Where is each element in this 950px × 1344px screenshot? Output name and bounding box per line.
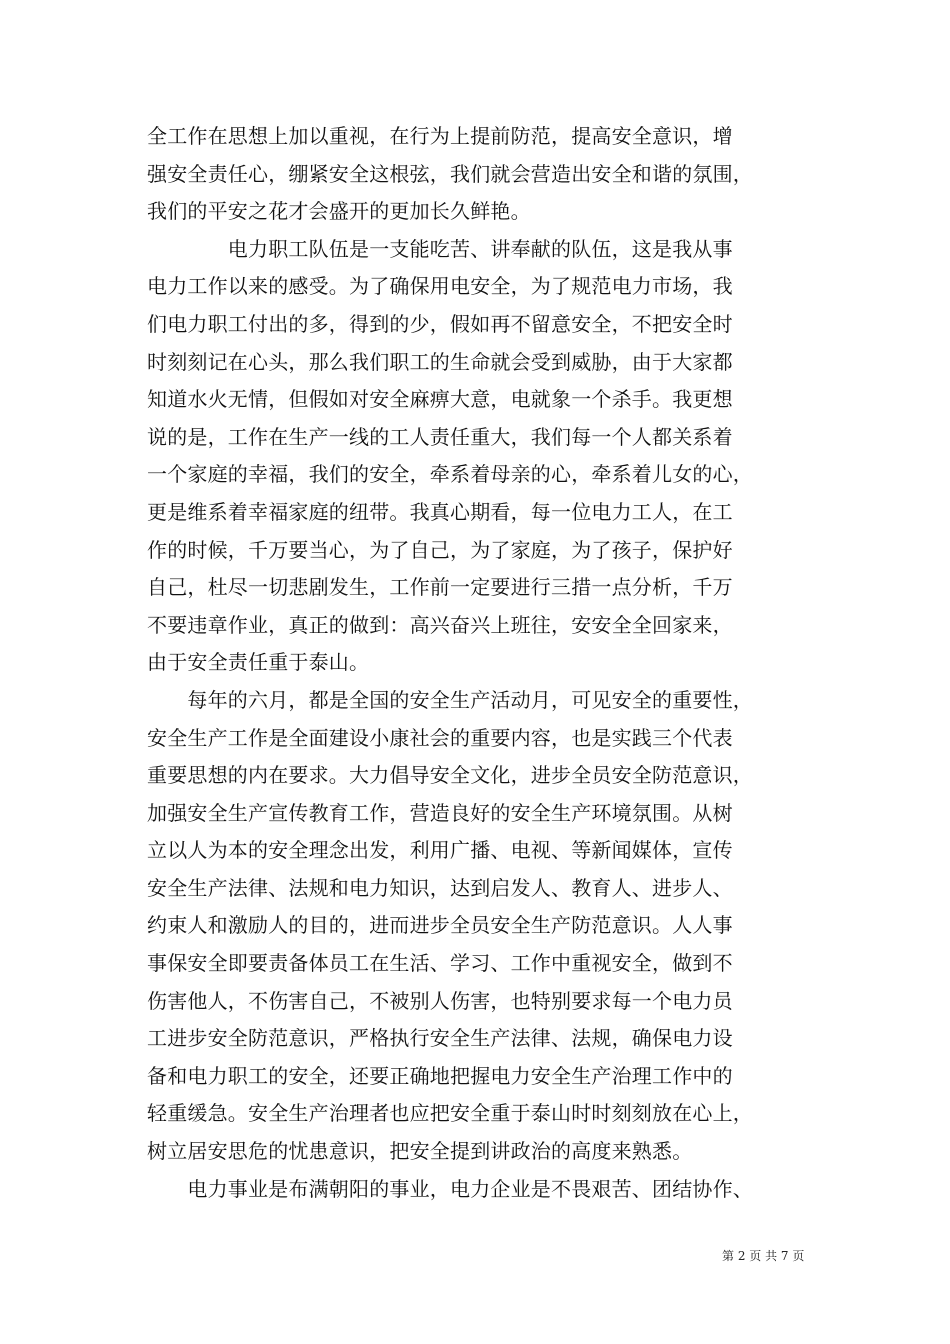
text-line: 备和电力职工的安全，还要正确地把握电力安全生产治理工作中的 bbox=[147, 1063, 733, 1088]
text-line: 伤害他人，不伤害自己，不被别人伤害，也特别要求每一个电力员 bbox=[147, 988, 733, 1013]
text-line: 全工作在思想上加以重视，在行为上提前防范，提高安全意识，增 bbox=[147, 124, 733, 148]
text-line: 由于安全责任重于泰山。 bbox=[147, 650, 370, 675]
text-line: 工进步安全防范意识，严格执行安全生产法律、法规，确保电力设 bbox=[147, 1026, 733, 1051]
text-line: 事保安全即要责备体员工在生活、学习、工作中重视安全，做到不 bbox=[147, 951, 733, 976]
text-line: 强安全责任心，绷紧安全这根弦，我们就会营造出安全和谐的氛围， bbox=[147, 161, 753, 186]
text-line: 更是维系着幸福家庭的纽带。我真心期看，每一位电力工人，在工 bbox=[147, 499, 733, 524]
text-line: 重要思想的内在要求。大力倡导安全文化，进步全员安全防范意识， bbox=[147, 763, 753, 788]
text-line: 轻重缓急。安全生产治理者也应把安全重于泰山时时刻刻放在心上， bbox=[147, 1101, 753, 1126]
text-line: 立以人为本的安全理念出发，利用广播、电视、等新闻媒体，宣传 bbox=[147, 838, 733, 863]
text-line: 一个家庭的幸福，我们的安全，牵系着母亲的心，牵系着儿女的心， bbox=[147, 462, 753, 487]
text-line: 电力职工队伍是一支能吃苦、讲奉献的队伍，这是我从事 bbox=[147, 236, 733, 261]
text-line: 我们的平安之花才会盛开的更加长久鲜艳。 bbox=[147, 199, 531, 224]
text-line: 们电力职工付出的多，得到的少，假如再不留意安全，不把安全时 bbox=[147, 311, 733, 336]
text-line: 安全生产法律、法规和电力知识，达到启发人、教育人、进步人、 bbox=[147, 875, 733, 900]
page-number-footer: 第 2 页 共 7 页 bbox=[722, 1249, 805, 1263]
text-line: 约束人和激励人的目的，进而进步全员安全生产防范意识。人人事 bbox=[147, 913, 733, 938]
text-line: 不要违章作业，真正的做到：高兴奋兴上班往，安安全全回家来， bbox=[147, 612, 733, 637]
text-line: 电力工作以来的感受。为了确保用电安全，为了规范电力市场，我 bbox=[147, 274, 733, 299]
text-line: 树立居安思危的忧患意识，把安全提到讲政治的高度来熟悉。 bbox=[147, 1139, 693, 1164]
text-line: 知道水火无情，但假如对安全麻痹大意，电就象一个杀手。我更想 bbox=[147, 387, 733, 412]
text-line: 时刻刻记在心头，那么我们职工的生命就会受到威胁，由于大家都 bbox=[147, 349, 733, 374]
text-line: 每年的六月，都是全国的安全生产活动月，可见安全的重要性， bbox=[147, 687, 753, 712]
text-line: 电力事业是布满朝阳的事业，电力企业是不畏艰苦、团结协作、 bbox=[147, 1176, 753, 1201]
document-body bbox=[147, 118, 817, 1208]
text-line: 加强安全生产宣传教育工作，营造良好的安全生产环境氛围。从树 bbox=[147, 800, 733, 825]
text-line: 自己，杜尽一切悲剧发生，工作前一定要进行三措一点分析，千万 bbox=[147, 575, 733, 600]
text-line: 作的时候，千万要当心，为了自己，为了家庭，为了孩子，保护好 bbox=[147, 537, 733, 562]
text-line: 说的是，工作在生产一线的工人责任重大，我们每一个人都关系着 bbox=[147, 424, 733, 449]
text-line: 安全生产工作是全面建设小康社会的重要内容，也是实践三个代表 bbox=[147, 725, 733, 750]
